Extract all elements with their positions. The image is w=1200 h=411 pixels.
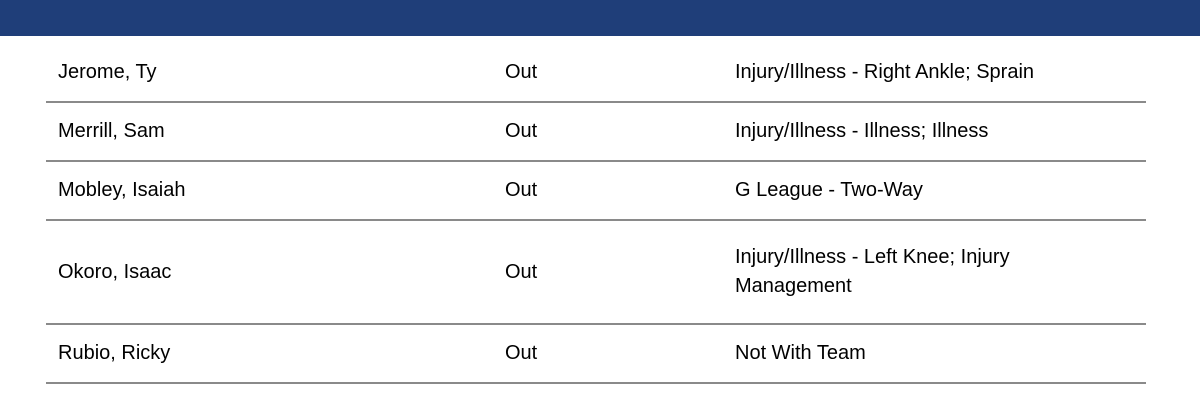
player-reason-cell xyxy=(731,44,1146,102)
player-name-text: Merrill, Sam xyxy=(58,120,165,142)
player-reason-cell xyxy=(731,161,1146,220)
report-title xyxy=(46,0,445,1)
player-status-text: Out xyxy=(505,61,538,83)
table-row xyxy=(46,44,1146,102)
player-name-cell xyxy=(46,44,501,102)
player-name-text: Rubio, Ricky xyxy=(58,342,171,364)
player-reason-cell xyxy=(731,324,1146,383)
player-reason-text: Injury/Illness - Left Knee; Injury Management xyxy=(735,246,1010,297)
player-name-cell xyxy=(46,220,501,324)
table-row xyxy=(46,220,1146,324)
table-row xyxy=(46,102,1146,161)
player-name-text: Mobley, Isaiah xyxy=(58,179,186,201)
player-name-text: Jerome, Ty xyxy=(58,61,157,83)
player-name-text: Okoro, Isaac xyxy=(58,260,172,283)
injury-report-table-container xyxy=(0,44,1200,384)
player-status-cell xyxy=(501,44,731,102)
player-name-cell xyxy=(46,161,501,220)
player-status-text: Out xyxy=(505,342,538,364)
player-name-cell xyxy=(46,324,501,383)
table-row xyxy=(46,161,1146,220)
table-body xyxy=(46,44,1146,383)
player-status-cell xyxy=(501,161,731,220)
player-reason-text: Not With Team xyxy=(735,342,866,364)
player-status-cell xyxy=(501,102,731,161)
player-reason-cell xyxy=(731,220,1146,324)
player-reason-text: Injury/Illness - Right Ankle; Sprain xyxy=(735,61,1035,83)
player-status-cell xyxy=(501,324,731,383)
injury-report-table xyxy=(46,44,1146,384)
player-status-cell xyxy=(501,220,731,324)
player-reason-text: G League - Two-Way xyxy=(735,179,923,201)
player-name-cell xyxy=(46,102,501,161)
player-reason-cell xyxy=(731,102,1146,161)
player-status-text: Out xyxy=(505,260,538,283)
player-status-text: Out xyxy=(505,179,538,201)
player-status-text: Out xyxy=(505,120,538,142)
player-reason-text: Injury/Illness - Illness; Illness xyxy=(735,120,989,142)
report-header-band xyxy=(0,0,1200,36)
table-row xyxy=(46,324,1146,383)
